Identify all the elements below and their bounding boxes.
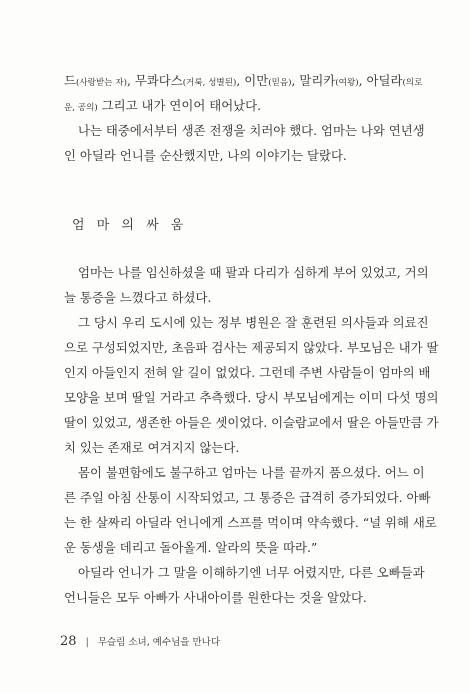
gloss-text: (여왕) (335, 78, 359, 88)
name-text: , 이만 (236, 73, 269, 88)
text-line: 몸이 불편함에도 불구하고 엄마는 나를 끝까지 품으셨다. 어느 이 (78, 465, 425, 480)
footer-separator: | (85, 637, 89, 648)
gloss-text: (사랑받는 자) (75, 78, 127, 88)
text-line: 인지 아들인지 전혀 알 길이 없었다. 그런데 주변 사람들이 엄마의 배 (64, 365, 431, 380)
text-line: 늘 통증을 느꼈다고 하셨다. (64, 290, 212, 305)
name-text: , 말리카 (291, 73, 336, 88)
text-line: 딸이 있었고, 생존한 아들은 셋이었다. 이슬람교에서 딸은 아들만큼 가 (64, 415, 439, 430)
text-line: 모양을 보며 딸일 거라고 추측했다. 당시 부모님에게는 이미 다섯 명의 (64, 390, 439, 405)
text-line (64, 72, 423, 92)
text-line: 그 당시 우리 도시에 있는 정부 병원은 잘 훈련된 의사들과 의료진 (78, 315, 429, 330)
name-text: 드 (64, 73, 76, 88)
name-text: , 아딜라 (358, 73, 403, 88)
gloss-text: (거룩, 성별된) (182, 78, 237, 88)
page-footer (60, 634, 220, 649)
text-line: 으로 구성되었지만, 초음파 검사는 제공되지 않았다. 부모님은 내가 딸 (64, 340, 439, 355)
page-number: 28 (60, 634, 77, 649)
running-title: 무슬림 소녀, 예수님을 만나다 (97, 637, 221, 648)
gloss-text: (의로 (402, 78, 423, 88)
text-line: 인 아딜라 언니를 순산했지만, 나의 이야기는 달랐다. (64, 148, 347, 163)
text-line: 나는 태중에서부터 생존 전쟁을 치러야 했다. 엄마는 나와 연년생 (78, 123, 425, 138)
text-line: 엄마는 나를 임신하셨을 때 팔과 다리가 심하게 부어 있었고, 거의 (78, 265, 429, 280)
section-heading: 엄 마 의 싸 움 (72, 218, 188, 233)
name-text: , 무콰다스 (126, 73, 183, 88)
text-line: 언니들은 모두 아빠가 사내아이를 원한다는 것을 알았다. (64, 590, 367, 605)
text-line: 른 주일 아침 산통이 시작되었고, 그 통증은 급격히 증가되었다. 아빠 (64, 490, 431, 505)
text-line: 아딜라 언니가 그 말을 이해하기엔 너무 어렸지만, 다른 오빠들과 (78, 565, 425, 580)
name-text: 그리고 내가 연이어 태어났다. (97, 98, 262, 113)
gloss-text: (믿음) (268, 78, 292, 88)
text-line: 는 한 살짜리 아딜라 언니에게 스프를 먹이며 약속했다. “널 위해 새로 (64, 515, 437, 530)
text-line: 치 있는 존재로 여겨지지 않는다. (64, 440, 240, 455)
text-line (64, 97, 410, 117)
gloss-text: 운, 공의) (64, 103, 98, 113)
text-line: 운 동생을 데리고 돌아올게. 알라의 뜻을 따라.” (64, 540, 318, 555)
